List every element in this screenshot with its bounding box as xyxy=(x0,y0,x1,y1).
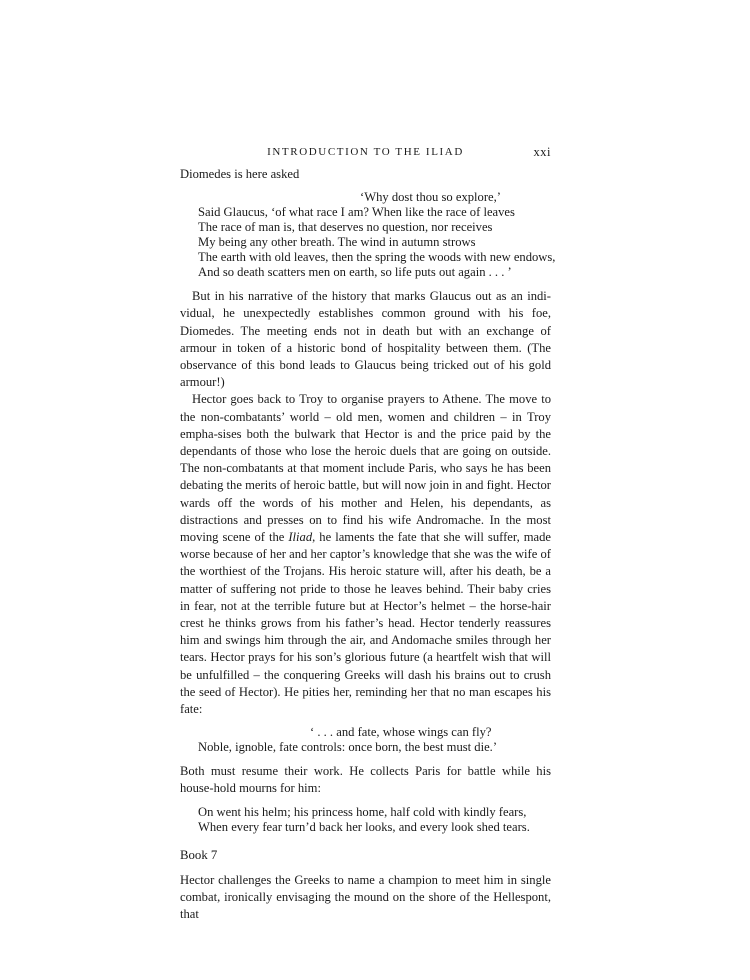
paragraph-text: Hector goes back to Troy to organise prayers to Athene. The move to the non-combatants’ world – old men, women and children – in Troy empha-sises both the bulwark that Hector is and the price paid by the dependants of those who lose the heroic duels that are going on outside. The non-combatants at that moment include Paris, who says he has been debating the merits of heroic battle, but will now join in and fight. Hector wards off the words of his mother and Helen, his dependants, as distractions and presses on to find his wife Andromache. In the most moving scene of the xyxy=(180,392,551,545)
paragraph-text: , he laments the fate that she will suffer, made worse because of her and her captor’s knowledge that she was the wife of the worthiest of the Trojans. His heroic stature will, after his death, be a matter of suffering not pride to those he leaves behind. Their baby cries in fear, not at the terrible future but at Hector’s helmet – the horse-hair crest he thinks grows from his father’s head. Hector tenderly reassures him and swings him through the air, and Andomache smiles through her tears. Hector prays for his son’s glorious future (a heartfelt wish that will be unfulfilled – the conquering Greeks will dash his brains out to crush the seed of Hector). He pities her, reminding her that no man escapes his fate: xyxy=(180,530,552,717)
iliad-italic: Iliad xyxy=(288,530,313,545)
verse-line: ‘Why dost thou so explore,’ xyxy=(360,190,501,205)
running-head xyxy=(180,144,551,160)
book-page xyxy=(180,144,556,923)
verse-line: When every fear turn’d back her looks, and every look shed tears. xyxy=(198,819,530,834)
running-title: INTRODUCTION TO THE ILIAD xyxy=(267,146,464,158)
verse-line: And so death scatters men on earth, so life puts out again . . . ’ xyxy=(198,265,512,280)
verse-quote-helm xyxy=(180,805,551,835)
verse-line: ‘ . . . and fate, whose wings can fly? xyxy=(310,725,492,740)
intro-line: Diomedes is here asked xyxy=(180,167,300,181)
verse-line: Said Glaucus, ‘of what race I am? When like the race of leaves xyxy=(198,205,515,220)
verse-line: Noble, ignoble, fate controls: once born, the best must die.’ xyxy=(198,740,498,755)
verse-line: On went his helm; his princess home, half cold with kindly fears, xyxy=(198,804,527,819)
paragraph-paris: Both must resume their work. He collects Paris for battle while his house-hold mourns for him: xyxy=(180,764,551,796)
section-heading-book-7: Book 7 xyxy=(180,847,218,862)
verse-quote-glaucus xyxy=(180,190,556,280)
verse-line: The race of man is, that deserves no question, nor receives xyxy=(198,220,493,235)
verse-line: My being any other breath. The wind in autumn strows xyxy=(198,235,476,250)
verse-quote-fate xyxy=(180,725,551,755)
paragraph-glaucus: But in his narrative of the history that marks Glaucus out as an indi-vidual, he unexpectedly establishes common ground with his foe, Diomedes. The meeting ends not in death but with an exchange of armour in token of a historic bond of hospitality between them. (The observance of this bond leads to Glaucus being tricked out of his gold armour!) xyxy=(180,289,551,390)
paragraph-hector xyxy=(180,391,551,718)
paragraph-book-7: Hector challenges the Greeks to name a champion to meet him in single combat, ironically envisaging the mound on the shore of the Hellespont, that xyxy=(180,872,551,922)
page-number: xxi xyxy=(533,145,551,159)
verse-line: The earth with old leaves, then the spring the woods with new endows, xyxy=(198,250,556,265)
